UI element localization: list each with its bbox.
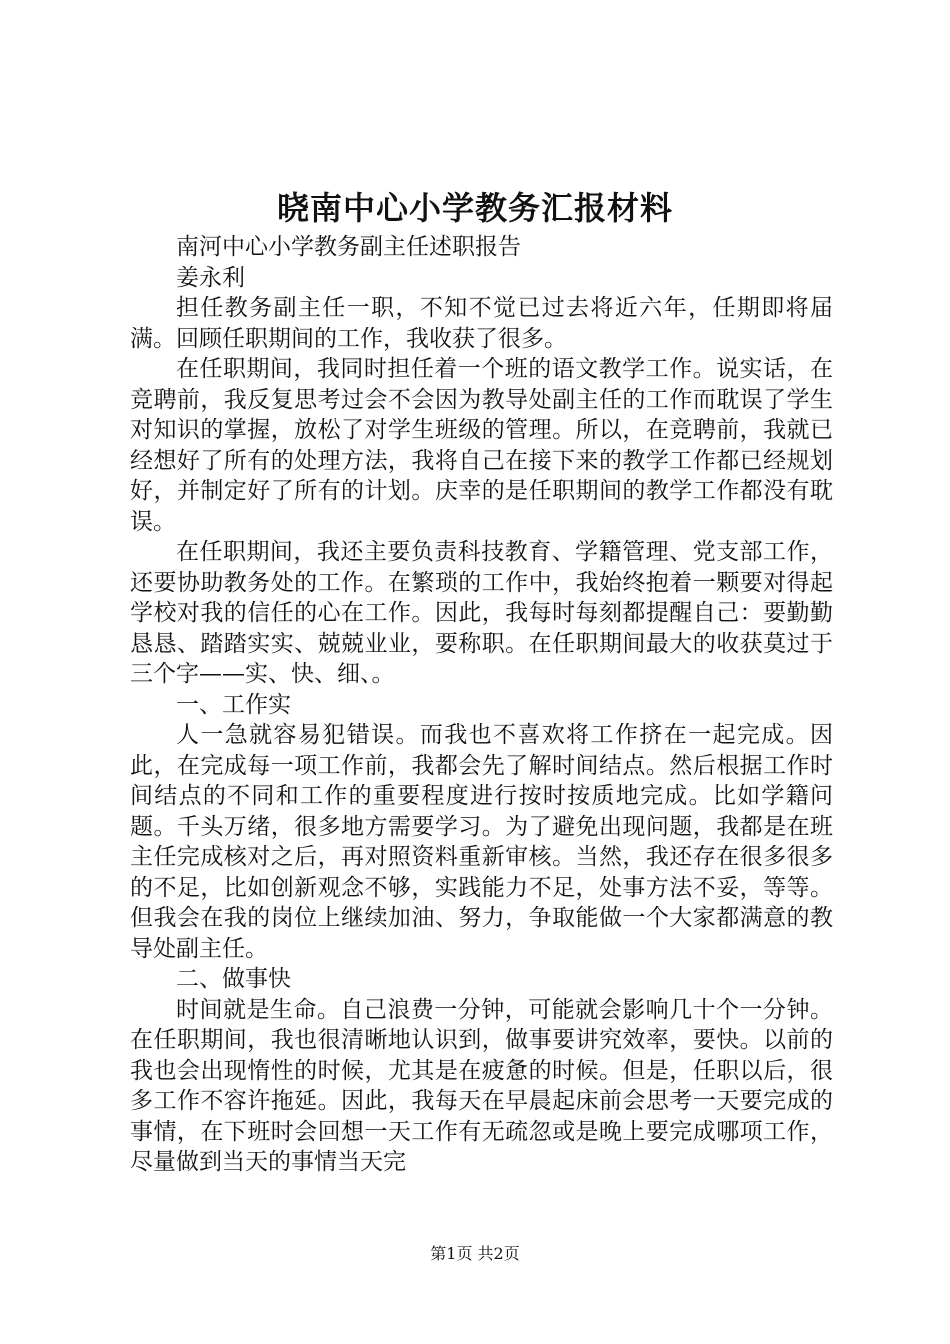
section-heading: 一、工作实 bbox=[176, 691, 291, 718]
paragraph: 人一急就容易犯错误。而我也不喜欢将工作挤在一起完成。因此，在完成每一项工作前，我都会先了解时间结点。然后根据工作时间结点的不同和工作的重要程度进行按时按质地完成。比如学籍问题。千头万绪，很多地方需要学习。为了避免出现问题，我都是在班主任完成核对之后，再对照资料重新审核。当然，我还存在很多很多的不足，比如创新观念不够，实践能力不足，处事方法不妥，等等。但我会在我的岗位上继续加油、努力，争取能做一个大家都满意的教导处副主任。 bbox=[130, 722, 833, 962]
paragraph: 时间就是生命。自己浪费一分钟，可能就会影响几十个一分钟。在任职期间，我也很清晰地认识到，做事要讲究效率，要快。以前的我也会出现惰性的时候，尤其是在疲惫的时候。但是，任职以后，很多工作不容许拖延。因此，我每天在早晨起床前会思考一天要完成的事情，在下班时会回想一天工作有无疏忽或是晚上要完成哪项工作，尽量做到当天的事情当天完 bbox=[130, 996, 833, 1175]
paragraph: 在任职期间，我同时担任着一个班的语文教学工作。说实话，在竞聘前，我反复思考过会不会因为教导处副主任的工作而耽误了学生对知识的掌握，放松了对学生班级的管理。所以，在竞聘前，我就已经想好了所有的处理方法，我将自己在接下来的教学工作都已经规划好，并制定好了所有的计划。庆幸的是任职期间的教学工作都没有耽误。 bbox=[130, 356, 833, 535]
section-heading: 二、做事快 bbox=[176, 966, 291, 992]
paragraph: 在任职期间，我还主要负责科技教育、学籍管理、党支部工作，还要协助教务处的工作。在繁琐的工作中，我始终抱着一颗要对得起学校对我的信任的心在工作。因此，我每时每刻都提醒自己：要勤勤恳恳、踏踏实实、兢兢业业，要称职。在任职期间最大的收获莫过于三个字——实、快、细、。 bbox=[130, 539, 833, 687]
page-number: 第1页 共2页 bbox=[430, 1244, 520, 1263]
paragraph-subtitle: 南河中心小学教务副主任述职报告 bbox=[176, 234, 521, 260]
paragraph: 担任教务副主任一职，不知不觉已过去将近六年，任期即将届满。回顾任职期间的工作，我收获了很多。 bbox=[130, 295, 833, 352]
document-body bbox=[130, 232, 833, 1178]
document-title: 晓南中心小学教务汇报材料 bbox=[276, 189, 673, 227]
paragraph-author: 姜永利 bbox=[176, 264, 245, 291]
